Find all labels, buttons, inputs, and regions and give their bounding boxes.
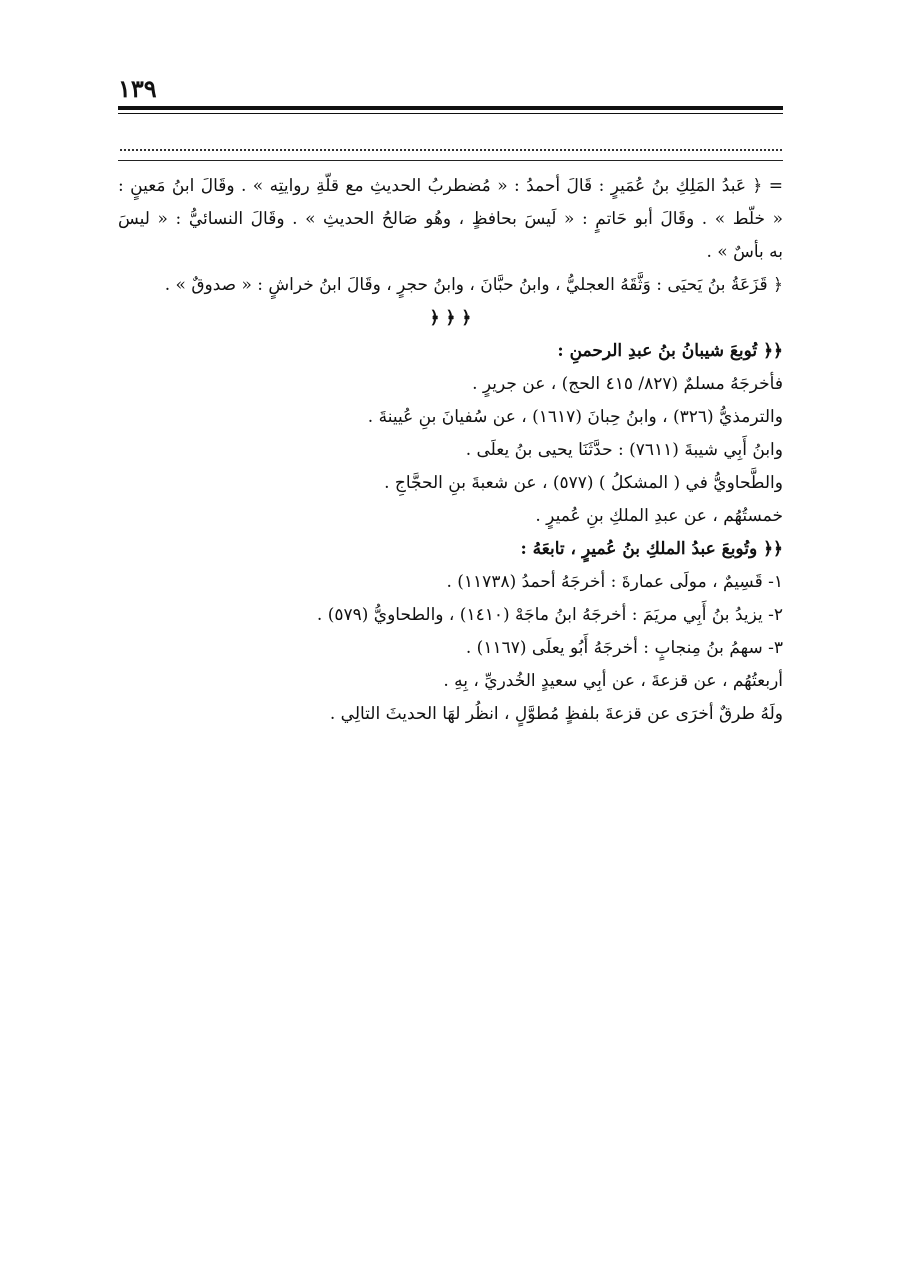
section-heading: ﴿﴿ تُوبعَ شيبانُ بنُ عبدِ الرحمنِ :: [557, 341, 783, 361]
footnote-line: « خلّط » . وقَالَ أبو حَاتمٍ : « لَيسَ بحافظٍ ، وهُو صَالحُ الحديثِ » . وقَالَ النسائيُّ : « ليسَ: [118, 209, 783, 229]
list-item: ١- قَسِيمٌ ، مولَى عمارةَ : أخرجَهُ أحمدُ (١١٧٣٨) .: [446, 572, 783, 592]
list-item: ٣- سهمُ بنُ مِنجابٍ : أخرجَهُ أَبُو يعلَى (١١٦٧) .: [465, 638, 783, 658]
text-line: وابنُ أَبِي شيبةَ (٧٦١١) : حدَّثَنَا يحيى بنُ يعلَى .: [465, 440, 783, 460]
text-line: والطَّحاويُّ في ( المشكلُ ) (٥٧٧) ، عن شعبةَ بنِ الحجَّاجِ .: [384, 473, 783, 493]
header-rule-thick: [118, 106, 783, 110]
footnote-line: ﴿ قَزَعَةُ بنُ يَحيَى : وَثَّقَهُ العجليُّ ، وابنُ حبَّانَ ، وابنُ حجرٍ ، وقَالَ ابنُ خراشٍ : « صدوقٌ » .: [164, 275, 783, 295]
footnote-line: = ﴿ عَبدُ المَلِكِ بنُ عُمَيرٍ : قَالَ أحمدُ : « مُضطربُ الحديثِ مع قلّةِ روايتِه » . وقَالَ ابنُ مَعينٍ :: [118, 176, 783, 196]
section-separator: ﴿ ﴿ ﴿: [429, 308, 472, 328]
section-heading: ﴿﴿ وتُوبعَ عبدُ الملكِ بنُ عُميرٍ ، تابعَهُ :: [520, 539, 783, 559]
text-line: فأخرجَهُ مسلمٌ (٨٢٧/ ٤١٥ الحج) ، عن جريرٍ .: [472, 374, 783, 394]
text-line: والترمذيُّ (٣٢٦) ، وابنُ حِبانَ (١٦١٧) ، عن سُفيانَ بنِ عُيينةَ .: [367, 407, 783, 427]
header-rule-thin: [118, 113, 783, 114]
footnote-line: به بأسٌ » .: [706, 242, 783, 262]
footnote-rule: [118, 160, 783, 161]
list-item: ٢- يزيدُ بنُ أَبِي مريَمَ : أخرجَهُ ابنُ ماجَهْ (١٤١٠) ، والطحاويُّ (٥٧٩) .: [316, 605, 783, 625]
page-number: ١٣٩: [118, 74, 157, 103]
text-line: أربعتُهُم ، عن قزعةَ ، عن أبِي سعيدٍ الخُدريِّ ، بِهِ .: [443, 671, 783, 691]
page-body: [118, 170, 783, 731]
text-line: ولَهُ طرقٌ أخرَى عن قزعةَ بلفظٍ مُطوَّلٍ ، انظُر لهَا الحديثَ التالِي .: [329, 704, 783, 724]
dotted-separator: [120, 149, 782, 151]
text-line: خمستُهُم ، عن عبدِ الملكِ بنِ عُميرٍ .: [535, 506, 783, 526]
